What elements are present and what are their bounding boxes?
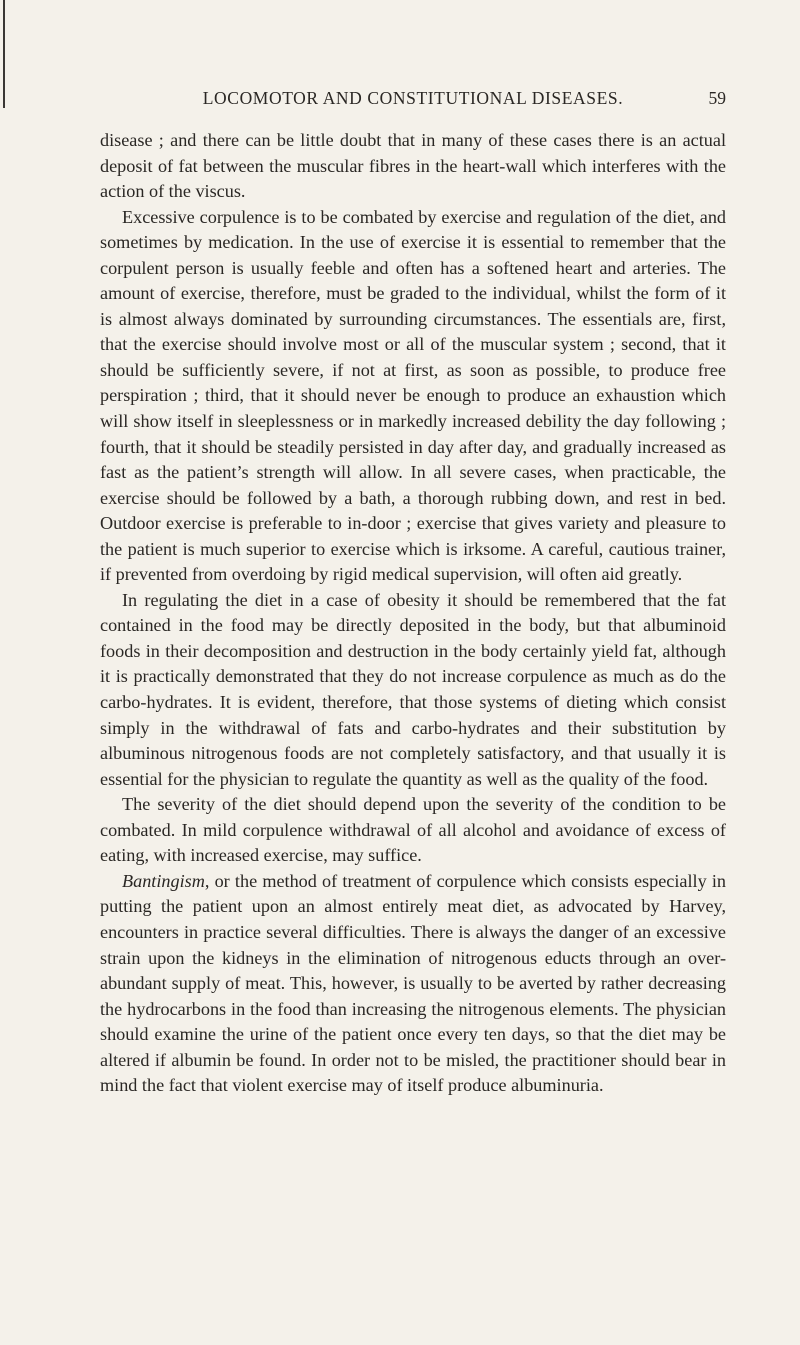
body-text xyxy=(100,128,726,1099)
term-bantingism: Bantingism xyxy=(122,870,205,891)
paragraph-severity: The severity of the diet should depend upon the severity of the condition to be combated. In mild corpulence withdrawal of all alcohol and avoidance of excess of eating, with increased exercise, may suffice. xyxy=(100,794,726,866)
paragraph-continued: disease ; and there can be little doubt that in many of these cases there is an actual deposit of fat between the muscular fibres in the heart-wall which interferes with the action of the viscus. xyxy=(100,130,726,202)
page-number: 59 xyxy=(708,88,726,108)
paragraph-exercise: Excessive corpulence is to be combated by exercise and regulation of the diet, and sometimes by medication. In the use of exercise it is essential to remember that the corpulent person is usually feeble and often has a softened heart and arteries. The amount of exercise, therefore, must be graded to the individual, whilst the form of it is almost always dominated by surrounding circumstances. The essentials are, first, that the exercise should involve most or all of the muscular system ; second, that it should be sufficiently severe, if not at first, as soon as possible, to produce free perspiration ; third, that it should never be enough to produce an exhaustion which will show itself in sleeplessness or in markedly increased debility the day following ; fourth, that it should be steadily persisted in day after day, and gradually increased as fast as the patient’s strength will allow. In all severe cases, when practicable, the exercise should be followed by a bath, a thorough rubbing down, and rest in bed. Outdoor exercise is preferable to in-door ; exercise that gives variety and pleasure to the patient is much superior to exercise which is irksome. A careful, cautious trainer, if prevented from overdoing by rigid medical supervision, will often aid greatly. xyxy=(100,206,726,585)
binding-edge xyxy=(3,0,5,108)
running-head: LOCOMOTOR AND CONSTITUTIONAL DISEASES. xyxy=(202,88,624,108)
page-header xyxy=(100,88,726,112)
paragraph-bantingism-text: , or the method of treatment of corpulence which consists especially in putting the patient upon an almost entirely meat diet, as advocated by Harvey, encounters in practice several difficulties. There is always the danger of an excessive strain upon the kidneys in the elimination of nitrogenous educts through an over-abundant supply of meat. This, however, is usually to be averted by rather decreasing the hydrocarbons in the food than increasing the nitrogenous elements. The physician should examine the urine of the patient once every ten days, so that the diet may be altered if albumin be found. In order not to be misled, the practitioner should bear in mind the fact that violent exercise may of itself produce albuminuria. xyxy=(100,870,726,1096)
paragraph-bantingism xyxy=(100,869,726,1099)
paragraph-diet: In regulating the diet in a case of obesity it should be remembered that the fat contained in the food may be directly deposited in the body, but that albuminoid foods in their decomposition and destruction in the body certainly yield fat, although it is practically demonstrated that they do not increase corpulence as much as do the carbo-hydrates. It is evident, therefore, that those systems of dieting which consist simply in the withdrawal of fats and carbo-hydrates and their substitution by albuminous nitrogenous foods are not completely satisfactory, and that usually it is essential for the physician to regulate the quantity as well as the quality of the food. xyxy=(100,589,726,789)
